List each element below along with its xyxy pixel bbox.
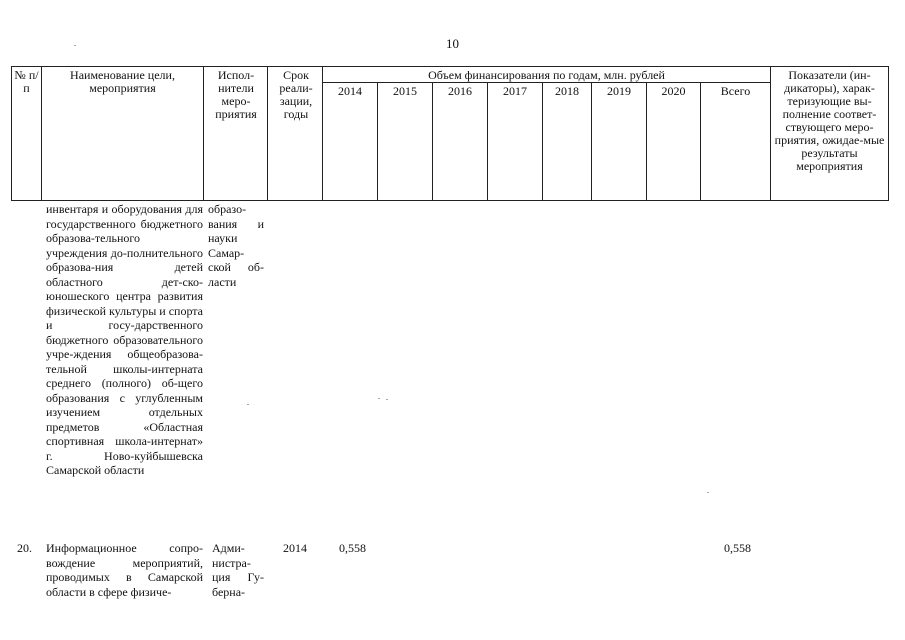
header-term: Срок реали-зации, годы: [279, 68, 313, 121]
header-year: 2018: [555, 84, 579, 98]
col-divider: [542, 82, 543, 200]
header-indicators: Показатели (ин-дикаторы), харак-теризующие вы-полнение соответ-ствующего меро-приятия, ожидае-мые результаты мероприятия: [774, 68, 885, 173]
scan-speck: [707, 492, 709, 493]
row-20-name: Информационное сопро-вождение мероприятий, проводимых в Самарской области в сфере физиче-: [46, 541, 203, 599]
header-num: № п/п: [14, 68, 39, 95]
row-20-value-2014: 0,558: [339, 541, 366, 555]
col-divider: [591, 82, 592, 200]
scan-speck: [247, 404, 249, 405]
col-divider: [487, 82, 488, 200]
header-total: Всего: [720, 84, 751, 98]
header-financing: Объем финансирования по годам, млн. рублей: [428, 68, 665, 82]
row-20-number: 20.: [17, 541, 32, 555]
header-year: 2020: [661, 84, 686, 98]
header-year: 2014: [338, 84, 362, 98]
header-year: 2015: [393, 84, 417, 98]
col-divider: [41, 66, 42, 200]
header-name: Наименование цели, мероприятия: [70, 68, 175, 95]
scan-speck: [378, 398, 380, 399]
header-year: 2019: [607, 84, 631, 98]
header-year: 2017: [503, 84, 527, 98]
page-number: 10: [446, 36, 459, 51]
header-year: 2016: [448, 84, 472, 98]
col-divider: [432, 82, 433, 200]
scan-speck: [386, 399, 388, 400]
header-executor: Испол-нители меро-приятия: [215, 68, 257, 121]
col-divider: [770, 66, 771, 200]
row-20-executor: Адми-нистра-ция Гу-берна-: [212, 541, 264, 599]
continued-row-name: инвентаря и оборудования для государственного бюджетного образова-тельного учреждения до-полнительного образова-ния детей областного дет-ско-юношеского центра развития физической культуры и спорта и госу-дарственного бюджетного образовательного учре-ждения общеобразова-тельной школы-интерната среднего (полного) об-щего образования с углубленным изучением отдельных предметов «Областная спортивная школа-интернат» г. Ново-куйбышевска Самарской области: [46, 202, 204, 477]
row-20-total: 0,558: [724, 541, 751, 555]
col-divider: [377, 82, 378, 200]
col-divider: [203, 66, 204, 200]
col-divider: [646, 82, 647, 200]
col-divider: [700, 82, 701, 200]
col-divider: [267, 66, 268, 200]
row-20-term: 2014: [283, 541, 307, 555]
financing-divider: [322, 82, 771, 83]
scan-speck: [74, 45, 76, 46]
continued-row-executor: образо-вания и науки Самар-ской об-ласти: [208, 202, 264, 289]
